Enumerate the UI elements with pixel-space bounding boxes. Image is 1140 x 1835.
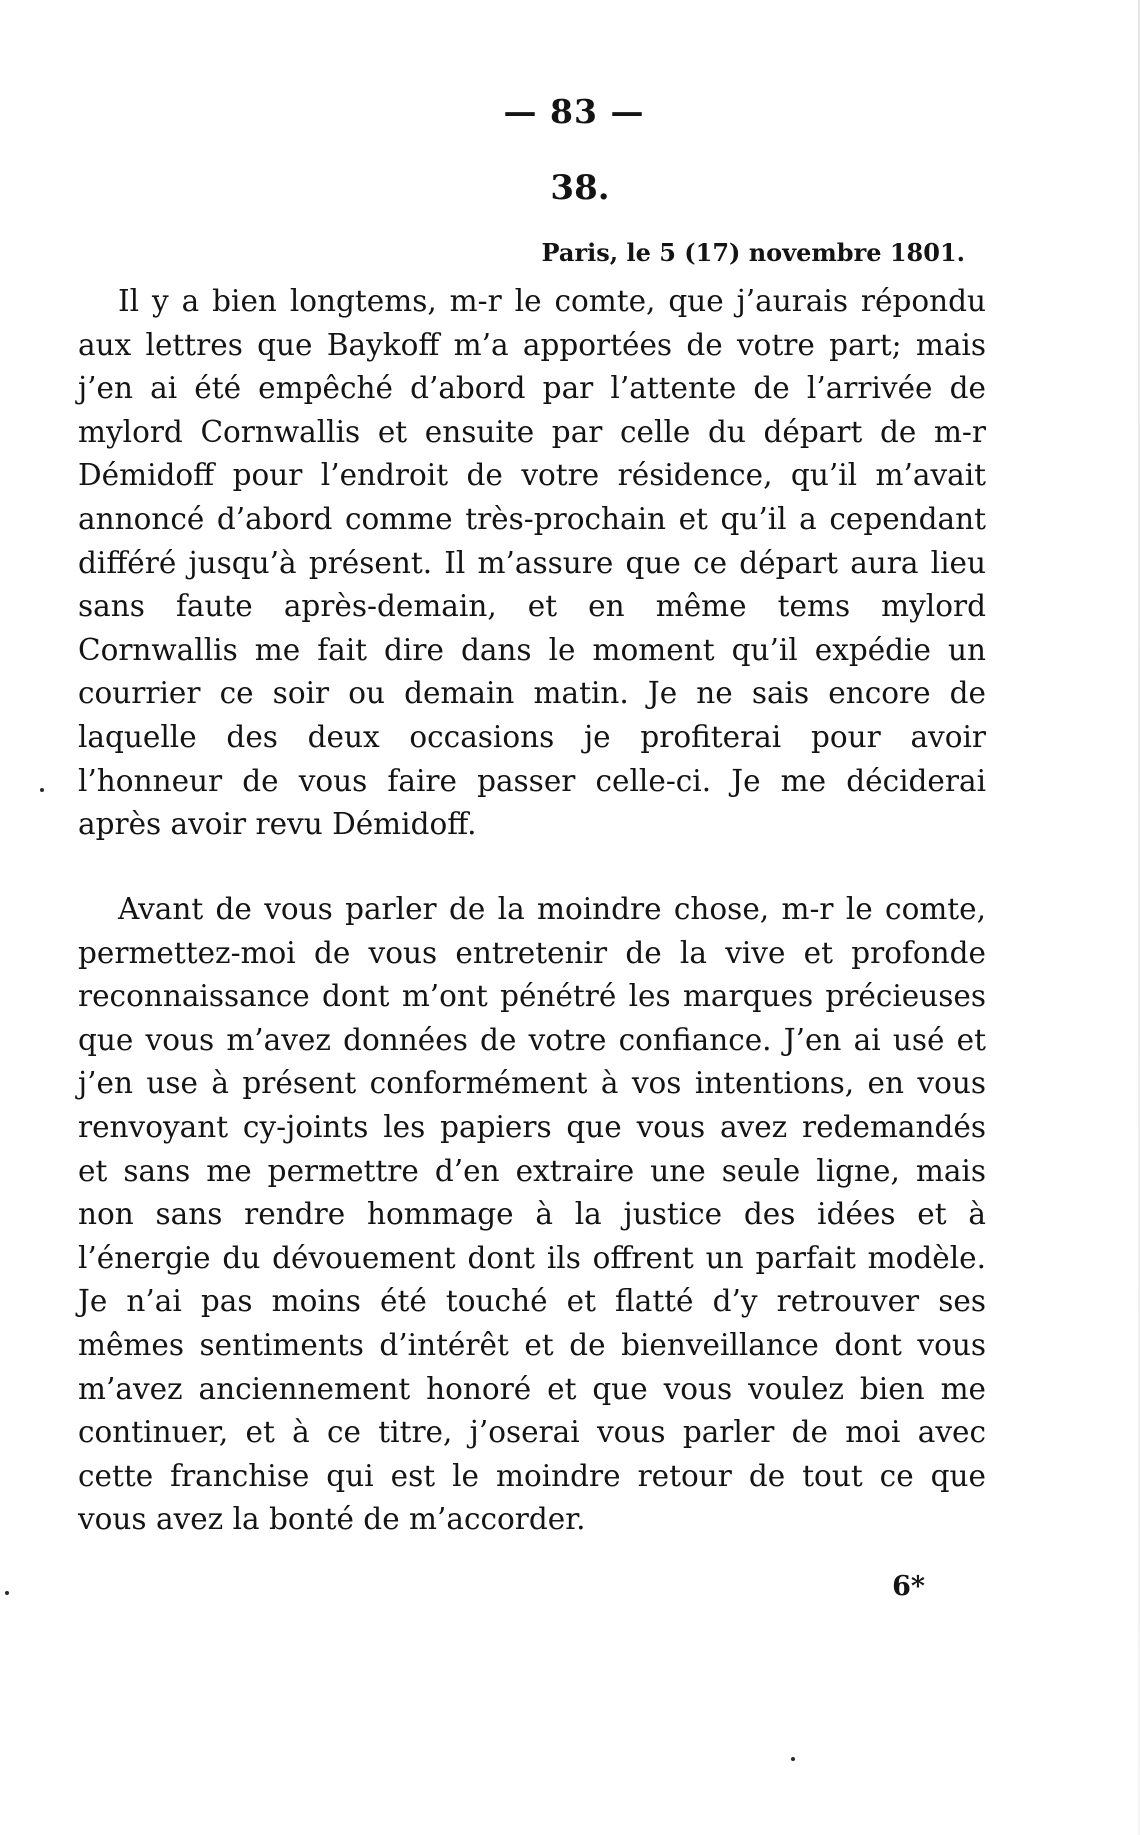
ink-speck: [791, 1757, 795, 1761]
dateline: Paris, le 5 (17) novembre 1801.: [541, 238, 965, 267]
letter-number: 38.: [550, 168, 610, 208]
paragraph-1: Il y a bien longtems, m-r le comte, que j’aurais répondu aux lettres que Baykoff m’a apportées de votre part; mais j’en ai été empêché d’abord par l’attente de l’arrivée de mylord Cornwallis et ensuite par celle du départ de m-r Démidoff pour l’endroit de votre résidence, qu’il m’avait annoncé d’abord comme très-prochain et qu’il a cependant différé jusqu’à présent. Il m’assure que ce départ aura lieu sans faute après-demain, et en même tems mylord Cornwallis me fait dire dans le moment qu’il expédie un courrier ce soir ou demain matin. Je ne sais encore de laquelle des deux occasions je profiterai pour avoir l’honneur de vous faire passer celle-ci. Je me déciderai après avoir revu Démidoff.: [78, 284, 986, 842]
ink-speck: [40, 788, 44, 792]
ink-speck: [5, 1591, 9, 1595]
page-number: — 83 —: [503, 92, 645, 131]
signature-mark: 6*: [892, 1571, 925, 1602]
paragraph-2: Avant de vous parler de la moindre chose, m-r le comte, permettez-moi de vous entretenir de la vive et profonde reconnaissance dont m’ont pénétré les marques précieuses que vous m’avez données de votre confiance. J’en ai usé et j’en use à présent conformément à vos intentions, en vous renvoyant cy-joints les papiers que vous avez redemandés et sans me permettre d’en extraire une seule ligne, mais non sans rendre hommage à la justice des idées et à l’énergie du dévouement dont ils offrent un parfait modèle. Je n’ai pas moins été touché et flatté d’y retrouver ses mêmes sentiments d’intérêt et de bienveillance dont vous m’avez anciennement honoré et que vous voulez bien me continuer, et à ce titre, j’oserai vous parler de moi avec cette franchise qui est le moindre retour de tout ce que vous avez la bonté de m’accorder.: [78, 892, 986, 1537]
